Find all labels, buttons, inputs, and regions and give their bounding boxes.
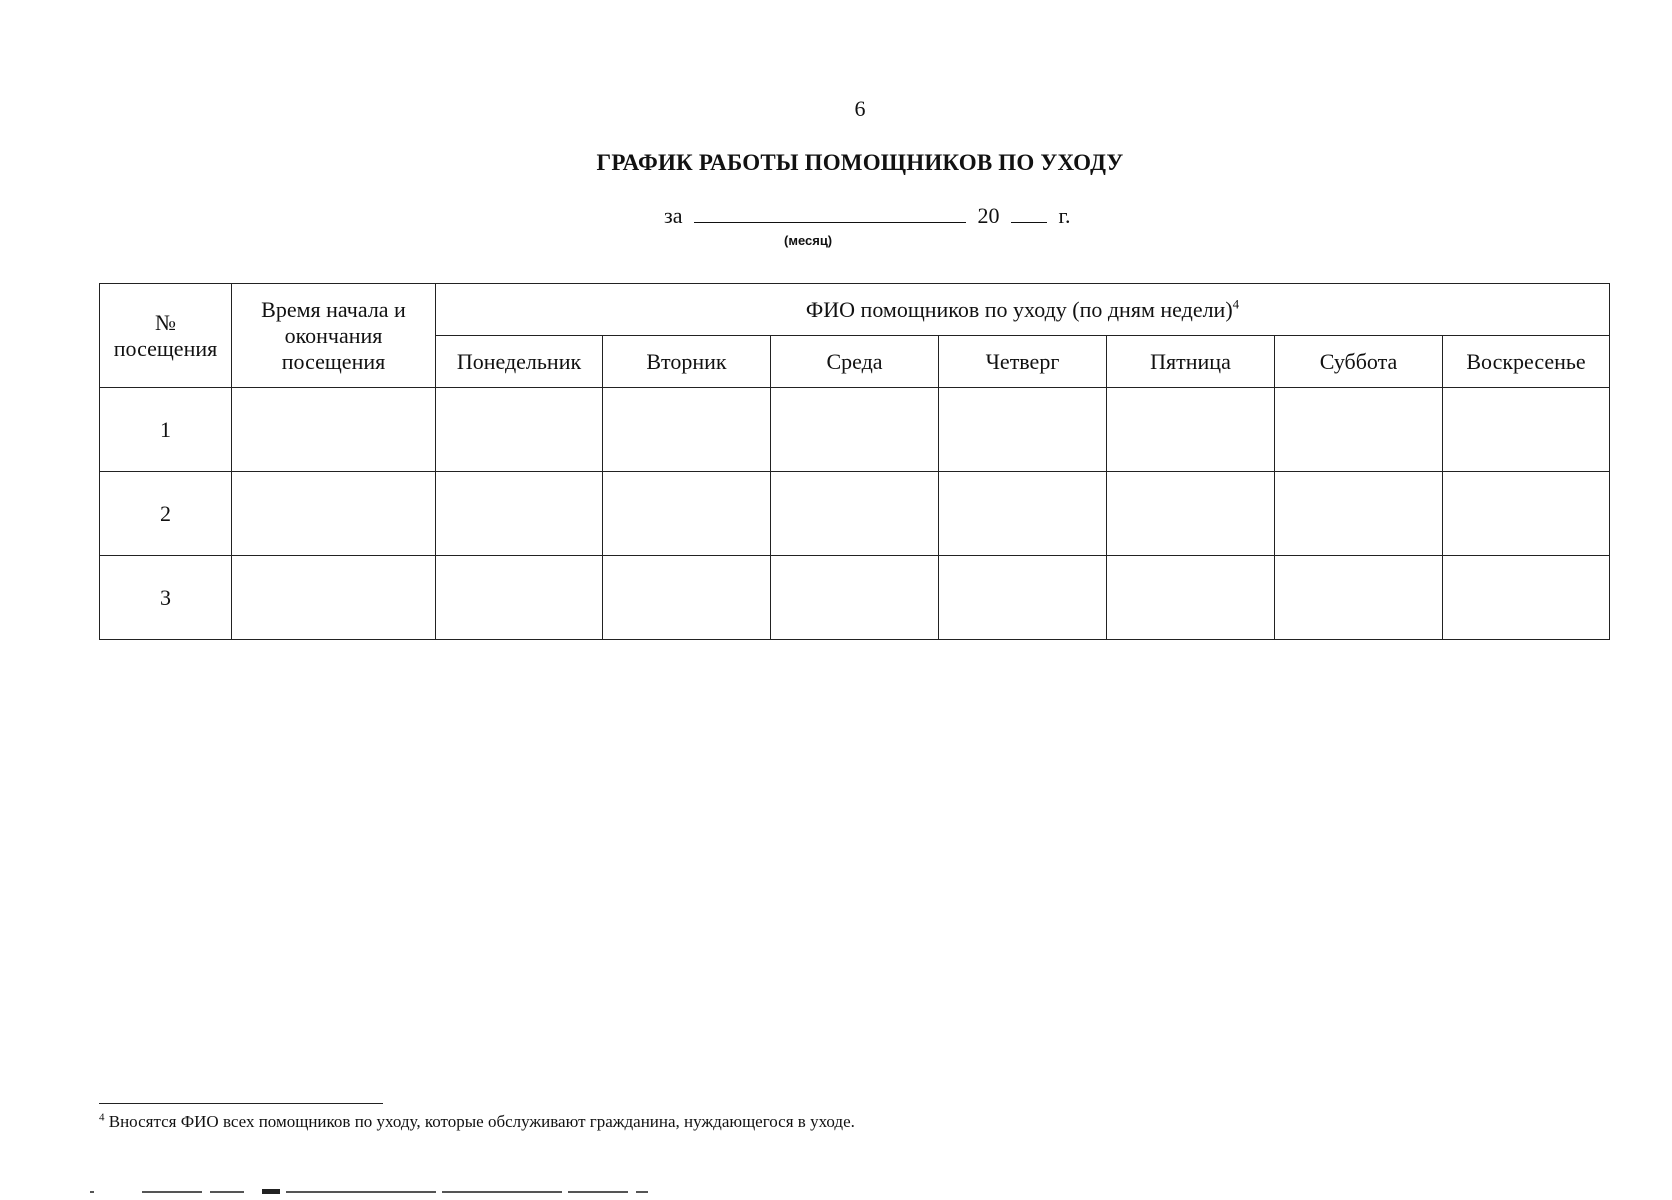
year-blank-field[interactable] <box>1011 204 1047 223</box>
assistant-cell[interactable] <box>1107 556 1275 640</box>
table-row <box>100 388 1610 472</box>
header-day-tuesday: Вторник <box>603 336 771 388</box>
month-caption: (месяц) <box>784 233 833 248</box>
assistant-cell[interactable] <box>1275 556 1443 640</box>
footnote-ref: 4 <box>1232 296 1240 312</box>
header-day-wednesday: Среда <box>771 336 939 388</box>
assistant-cell[interactable] <box>1275 388 1443 472</box>
year-prefix: 20 <box>977 203 1000 228</box>
header-visit-time: Время начала и окончания посещения <box>232 284 436 388</box>
assistant-cell[interactable] <box>771 472 939 556</box>
assistant-cell[interactable] <box>1275 472 1443 556</box>
assistant-cell[interactable] <box>939 556 1107 640</box>
assistant-cell[interactable] <box>603 472 771 556</box>
period-suffix: г. <box>1058 203 1071 228</box>
row-number: 3 <box>100 556 232 640</box>
header-day-thursday: Четверг <box>939 336 1107 388</box>
assistant-cell[interactable] <box>771 388 939 472</box>
period-prefix: за <box>664 203 683 228</box>
month-blank-field[interactable] <box>694 204 966 223</box>
assistant-cell[interactable] <box>1443 472 1610 556</box>
footnote-number: 4 <box>99 1111 105 1124</box>
row-number: 1 <box>100 388 232 472</box>
assistant-cell[interactable] <box>436 472 603 556</box>
page-number: 6 <box>854 96 866 121</box>
header-day-sunday: Воскресенье <box>1443 336 1610 388</box>
header-assistants-group <box>436 284 1610 336</box>
table-row <box>100 472 1610 556</box>
scan-artifact <box>90 1190 650 1194</box>
visit-time-cell[interactable] <box>232 388 436 472</box>
footnote-divider <box>99 1103 383 1104</box>
assistant-cell[interactable] <box>1107 472 1275 556</box>
header-day-saturday: Суббота <box>1275 336 1443 388</box>
document-title: ГРАФИК РАБОТЫ ПОМОЩНИКОВ ПО УХОДУ <box>596 150 1124 175</box>
visit-time-cell[interactable] <box>232 472 436 556</box>
footnote <box>99 1112 855 1132</box>
assistant-cell[interactable] <box>939 388 1107 472</box>
assistant-cell[interactable] <box>1107 388 1275 472</box>
header-day-monday: Понедельник <box>436 336 603 388</box>
period-line <box>664 203 1071 229</box>
visit-time-cell[interactable] <box>232 556 436 640</box>
header-assistants-label: ФИО помощников по уходу (по дням недели) <box>805 296 1233 322</box>
row-number: 2 <box>100 472 232 556</box>
header-day-friday: Пятница <box>1107 336 1275 388</box>
footnote-text: Вносятся ФИО всех помощников по уходу, которые обслуживают гражданина, нуждающегося в уходе. <box>108 1112 855 1131</box>
assistant-cell[interactable] <box>939 472 1107 556</box>
schedule-table <box>99 283 1610 640</box>
assistant-cell[interactable] <box>771 556 939 640</box>
assistant-cell[interactable] <box>436 388 603 472</box>
header-visit-number: № посещения <box>100 284 232 388</box>
assistant-cell[interactable] <box>603 388 771 472</box>
assistant-cell[interactable] <box>1443 556 1610 640</box>
table-row <box>100 556 1610 640</box>
assistant-cell[interactable] <box>603 556 771 640</box>
assistant-cell[interactable] <box>1443 388 1610 472</box>
assistant-cell[interactable] <box>436 556 603 640</box>
